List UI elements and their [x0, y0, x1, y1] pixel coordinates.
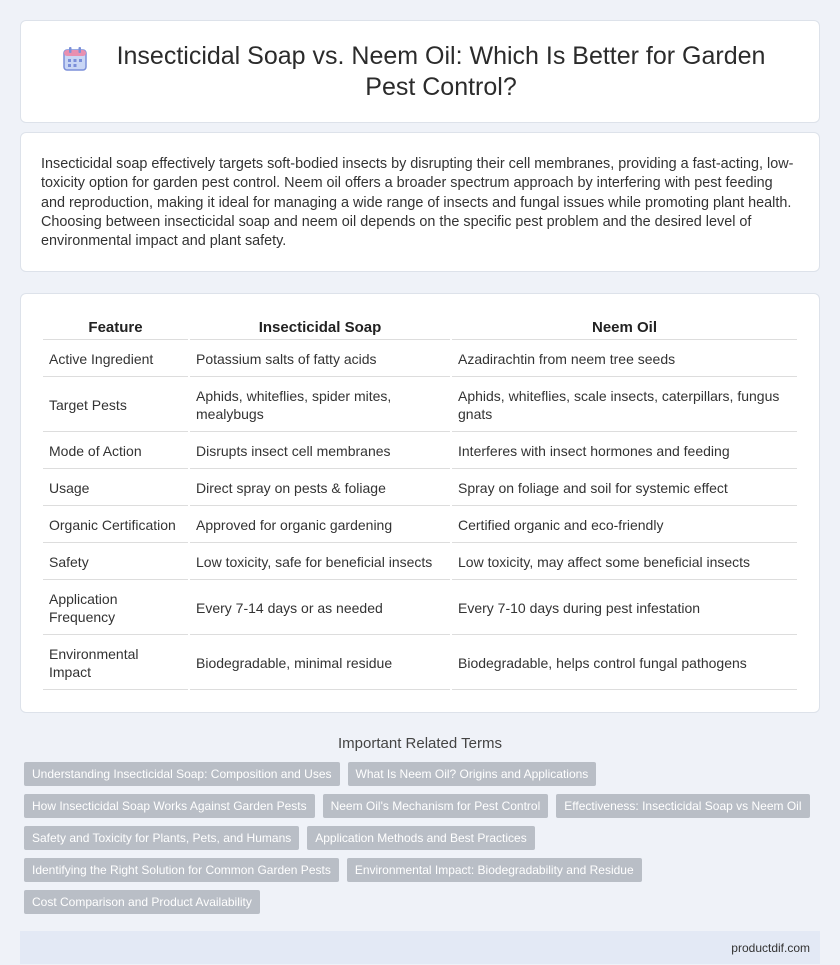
row-soap-value: Low toxicity, safe for beneficial insects — [190, 545, 450, 580]
table-row — [43, 582, 797, 635]
table-header-row — [43, 313, 797, 340]
page-header — [20, 20, 820, 123]
row-neem-value: Low toxicity, may affect some beneficial insects — [452, 545, 797, 580]
row-feature: Active Ingredient — [43, 342, 188, 377]
intro-paragraph: Insecticidal soap effectively targets soft-bodied insects by disrupting their cell membranes, providing a fast-acting, low-toxicity option for garden pest control. Neem oil offers a broader spectrum approach by interfering with pest feeding and reproduction, making it ideal for managing a wide range of insects and fungal issues while promoting plant health. Choosing between insecticidal soap and neem oil depends on the specific pest problem and the desired level of environmental impact and plant safety. — [20, 132, 820, 272]
row-feature: Organic Certification — [43, 508, 188, 543]
row-neem-value: Aphids, whiteflies, scale insects, caterpillars, fungus gnats — [452, 379, 797, 432]
related-tag[interactable]: How Insecticidal Soap Works Against Garden Pests — [24, 794, 315, 818]
row-neem-value: Biodegradable, helps control fungal pathogens — [452, 637, 797, 690]
table-row — [43, 508, 797, 543]
header-feature: Feature — [43, 313, 188, 340]
related-tag[interactable]: Neem Oil's Mechanism for Pest Control — [323, 794, 549, 818]
header-insecticidal-soap: Insecticidal Soap — [190, 313, 450, 340]
row-feature: Application Frequency — [43, 582, 188, 635]
table-row — [43, 637, 797, 690]
related-tag[interactable]: Safety and Toxicity for Plants, Pets, and Humans — [24, 826, 299, 850]
row-feature: Safety — [43, 545, 188, 580]
comparison-card — [20, 293, 820, 713]
row-neem-value: Spray on foliage and soil for systemic effect — [452, 471, 797, 506]
table-row — [43, 342, 797, 377]
related-tag[interactable]: What Is Neem Oil? Origins and Applications — [348, 762, 597, 786]
table-row — [43, 545, 797, 580]
row-neem-value: Certified organic and eco-friendly — [452, 508, 797, 543]
header-neem-oil: Neem Oil — [452, 313, 797, 340]
related-tag[interactable]: Effectiveness: Insecticidal Soap vs Neem Oil — [556, 794, 809, 818]
row-soap-value: Direct spray on pests & foliage — [190, 471, 450, 506]
footer — [20, 931, 820, 964]
row-soap-value: Aphids, whiteflies, spider mites, mealybugs — [190, 379, 450, 432]
row-feature: Usage — [43, 471, 188, 506]
row-soap-value: Biodegradable, minimal residue — [190, 637, 450, 690]
table-row — [43, 471, 797, 506]
title-wrap — [61, 41, 779, 103]
row-neem-value: Interferes with insect hormones and feeding — [452, 434, 797, 469]
calendar-icon — [61, 45, 89, 73]
row-soap-value: Every 7-14 days or as needed — [190, 582, 450, 635]
row-soap-value: Potassium salts of fatty acids — [190, 342, 450, 377]
row-soap-value: Approved for organic gardening — [190, 508, 450, 543]
row-neem-value: Every 7-10 days during pest infestation — [452, 582, 797, 635]
row-feature: Environmental Impact — [43, 637, 188, 690]
related-tag[interactable]: Identifying the Right Solution for Common Garden Pests — [24, 858, 339, 882]
row-neem-value: Azadirachtin from neem tree seeds — [452, 342, 797, 377]
related-tag[interactable]: Environmental Impact: Biodegradability and Residue — [347, 858, 642, 882]
footer-site-name[interactable]: productdif.com — [731, 940, 810, 955]
related-terms-title: Important Related Terms — [338, 735, 502, 753]
table-row — [43, 379, 797, 432]
related-tag[interactable]: Application Methods and Best Practices — [307, 826, 534, 850]
related-tag[interactable]: Understanding Insecticidal Soap: Composition and Uses — [24, 762, 340, 786]
row-soap-value: Disrupts insect cell membranes — [190, 434, 450, 469]
row-feature: Target Pests — [43, 379, 188, 432]
table-row — [43, 434, 797, 469]
comparison-table — [41, 311, 799, 692]
related-tag[interactable]: Cost Comparison and Product Availability — [24, 890, 260, 914]
related-tags — [0, 762, 840, 914]
row-feature: Mode of Action — [43, 434, 188, 469]
related-terms-section — [0, 735, 840, 914]
page-title: Insecticidal Soap vs. Neem Oil: Which Is Better for Garden Pest Control? — [116, 41, 766, 101]
